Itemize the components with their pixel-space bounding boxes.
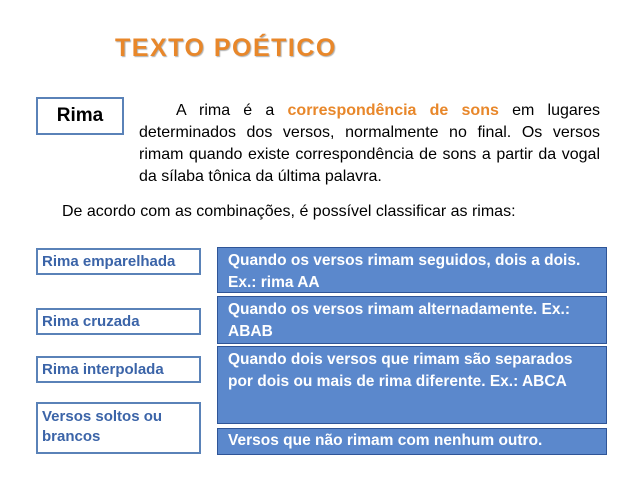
intro-paragraph: [139, 100, 600, 188]
intro-text-after: em lugares determinados dos versos, normalmente no final. Os versos rimam quando existe correspondência de sons a partir da vogal da sílaba tônica da última palavra.: [139, 102, 600, 185]
rhyme-type-cruzada: [36, 308, 201, 335]
rhyme-desc-text: Quando dois versos que rimam são separados por dois ou mais de rima diferente. Ex.: ABCA: [228, 351, 573, 390]
rima-label-box: [36, 97, 124, 135]
intro-highlight: correspondência de sons: [287, 102, 499, 119]
rhyme-desc-cruzada: [217, 296, 607, 344]
rhyme-type-emparelhada: [36, 248, 201, 275]
rhyme-desc-text: Versos que não rimam com nenhum outro.: [228, 432, 543, 449]
classification-subtitle: De acordo com as combinações, é possível classificar as rimas:: [62, 203, 516, 220]
intro-text-before: A rima é a: [176, 102, 288, 119]
rima-label: Rima: [56, 105, 104, 126]
rhyme-type-label: Rima interpolada: [42, 361, 164, 378]
rhyme-desc-soltos: [217, 428, 607, 455]
rhyme-type-label: Rima emparelhada: [42, 253, 176, 270]
rhyme-type-label: Versos soltos ou brancos: [42, 408, 163, 445]
rhyme-type-label: Rima cruzada: [42, 313, 140, 330]
rhyme-type-soltos: [36, 402, 201, 454]
rhyme-desc-text: Quando os versos rimam seguidos, dois a dois. Ex.: rima AA: [228, 252, 581, 291]
rhyme-type-interpolada: [36, 356, 201, 383]
rhyme-desc-text: Quando os versos rimam alternadamente. Ex.: ABAB: [228, 301, 570, 340]
rhyme-desc-emparelhada: [217, 247, 607, 293]
rhyme-desc-interpolada: [217, 346, 607, 424]
page-title: TEXTO POÉTICO: [115, 34, 337, 62]
